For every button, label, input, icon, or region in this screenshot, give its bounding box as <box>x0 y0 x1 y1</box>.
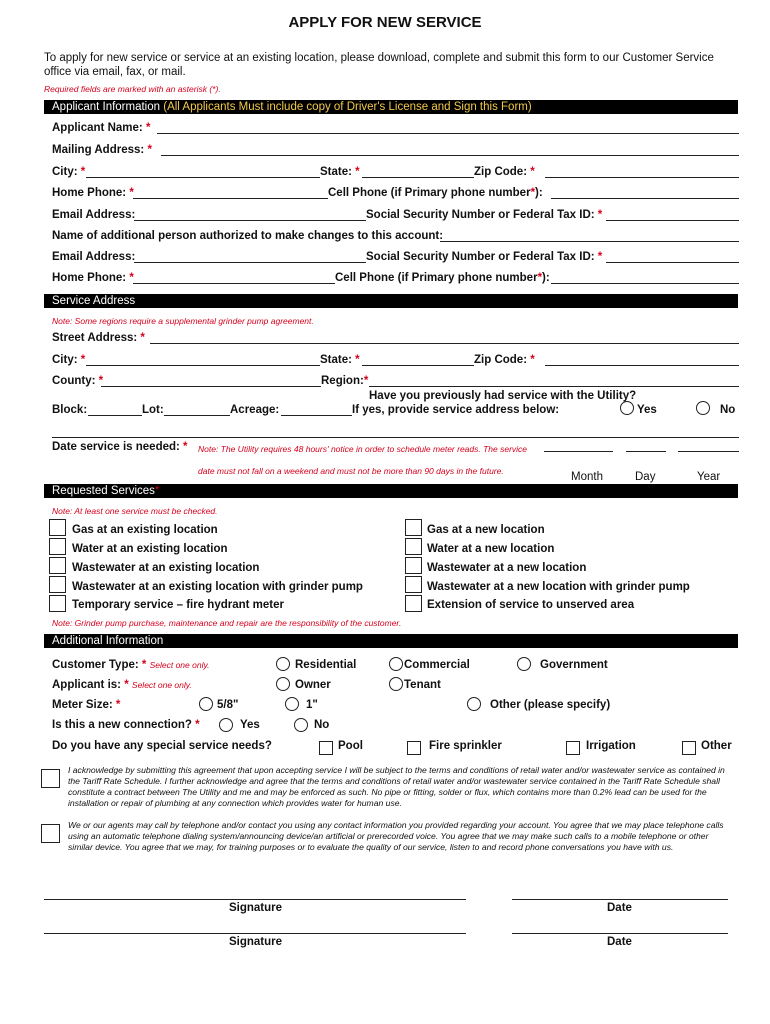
service-left-4: Temporary service – fire hydrant meter <box>72 599 284 611</box>
service-right-3: Wastewater at a new location with grinder pump <box>427 581 690 593</box>
prev-service-yes-label: Yes <box>637 404 657 416</box>
gas-new-checkbox[interactable] <box>405 519 422 536</box>
month-field[interactable] <box>544 451 613 452</box>
previous-address-field[interactable] <box>52 437 739 438</box>
lot-field[interactable] <box>164 415 230 416</box>
wastewater-existing-checkbox[interactable] <box>49 557 66 574</box>
meter-other-radio[interactable] <box>467 697 481 711</box>
region-label: Region:* <box>321 375 369 387</box>
signature-caption-2: Signature <box>229 936 283 948</box>
cell-phone-field[interactable] <box>551 198 739 199</box>
state-field[interactable] <box>362 177 474 178</box>
cell-phone2-label: Cell Phone (if Primary phone number*): <box>335 272 550 284</box>
home-phone2-field[interactable] <box>133 283 335 284</box>
new-connection-no-label: No <box>314 719 330 731</box>
home-phone-label: Home Phone: * <box>52 187 134 199</box>
svc-zip-label: Zip Code: * <box>474 354 535 366</box>
zip-field[interactable] <box>545 177 739 178</box>
applicant-header-label: Applicant Information <box>52 101 161 113</box>
block-label: Block: <box>52 404 88 416</box>
ssn2-label: Social Security Number or Federal Tax ID: * <box>366 251 603 263</box>
day-caption: Day <box>635 471 656 483</box>
mailing-address-field[interactable] <box>161 155 739 156</box>
service-left-3: Wastewater at an existing location with grinder pump <box>72 581 363 593</box>
city-field[interactable] <box>86 177 320 178</box>
date-caption-2: Date <box>607 936 632 948</box>
date-note-1: Note: The Utility requires 48 hours' notice in order to schedule meter reads. The service <box>198 444 528 454</box>
meter-1-radio[interactable] <box>285 697 299 711</box>
government-label: Government <box>540 659 608 671</box>
special-needs-label: Do you have any special service needs? <box>52 740 272 752</box>
prev-service-no-label: No <box>720 404 736 416</box>
grinder-note: Note: Some regions require a supplemental grinder pump agreement. <box>52 316 314 326</box>
applicant-name-label: Applicant Name: * <box>52 122 151 134</box>
mailing-address-label: Mailing Address: * <box>52 144 152 156</box>
svc-state-label: State: * <box>320 354 360 366</box>
county-field[interactable] <box>101 386 321 387</box>
acreage-label: Acreage: <box>230 404 280 416</box>
month-caption: Month <box>571 471 603 483</box>
applicant-is-label: Applicant is: * Select one only. <box>52 679 192 691</box>
home-phone-field[interactable] <box>133 198 328 199</box>
fire-sprinkler-checkbox[interactable] <box>407 741 421 755</box>
meter-1-label: 1" <box>306 699 318 711</box>
wastewater-grinder-existing-checkbox[interactable] <box>49 576 66 593</box>
service-left-2: Wastewater at an existing location <box>72 562 260 574</box>
government-radio[interactable] <box>517 657 531 671</box>
owner-label: Owner <box>295 679 331 691</box>
pool-checkbox[interactable] <box>319 741 333 755</box>
residential-radio[interactable] <box>276 657 290 671</box>
service-right-4: Extension of service to unserved area <box>427 599 635 611</box>
year-caption: Year <box>697 471 721 483</box>
ssn2-field[interactable] <box>606 262 739 263</box>
new-connection-yes-radio[interactable] <box>219 718 233 732</box>
street-field[interactable] <box>150 343 739 344</box>
signature-line-2[interactable] <box>44 933 466 934</box>
service-left-1: Water at an existing location <box>72 543 228 555</box>
additional-person-field[interactable] <box>440 241 739 242</box>
applicant-section-header <box>44 100 738 114</box>
water-new-checkbox[interactable] <box>405 538 422 555</box>
signature-caption-1: Signature <box>229 902 283 914</box>
required-note: Required fields are marked with an asterisk (*). <box>44 84 221 94</box>
signature-line-1[interactable] <box>44 899 466 900</box>
svc-city-field[interactable] <box>86 365 320 366</box>
email-label: Email Address: <box>52 209 136 221</box>
block-field[interactable] <box>88 415 142 416</box>
home-phone2-label: Home Phone: * <box>52 272 134 284</box>
acknowledgement-text: I acknowledge by submitting this agreement that upon accepting service I will be subject to the terms and conditions of retail water and/or wastewater service as contained in the Tariff Rate Schedule. I further acknowledge and agree that the terms and conditions of retail water and/or wastewater service contained in the Tariff Rate Schedule shall constitute a contract between The Utility and me and may be enforced as such. No pipe or fitting, solder or flux, which contains more than 0.2% lead can be used for the installation or repair of plumbing at any connection which provides water for human use. <box>68 765 725 808</box>
zip-label: Zip Code: * <box>474 166 535 178</box>
residential-label: Residential <box>295 659 357 671</box>
service-right-1: Water at a new location <box>427 543 555 555</box>
tenant-label: Tenant <box>404 679 441 691</box>
acknowledge-checkbox[interactable] <box>41 769 60 788</box>
requested-header-label: Requested Services <box>52 485 155 497</box>
contact-consent-checkbox[interactable] <box>41 824 60 843</box>
previous-service-question: Have you previously had service with the Utility? <box>369 390 637 402</box>
svc-state-field[interactable] <box>362 365 474 366</box>
email2-field[interactable] <box>134 262 366 263</box>
temporary-hydrant-checkbox[interactable] <box>49 595 66 612</box>
fire-sprinkler-label: Fire sprinkler <box>429 740 502 752</box>
commercial-radio[interactable] <box>389 657 403 671</box>
county-label: County: * <box>52 375 104 387</box>
new-connection-yes-label: Yes <box>240 719 260 731</box>
extension-service-checkbox[interactable] <box>405 595 422 612</box>
applicant-name-field[interactable] <box>157 133 739 134</box>
svc-zip-field[interactable] <box>545 365 739 366</box>
day-field[interactable] <box>626 451 666 452</box>
wastewater-new-checkbox[interactable] <box>405 557 422 574</box>
email-field[interactable] <box>134 220 366 221</box>
if-yes-label: If yes, provide service address below: <box>352 404 560 416</box>
ssn-label: Social Security Number or Federal Tax ID: * <box>366 209 603 221</box>
date-line-1[interactable] <box>512 899 728 900</box>
region-field[interactable] <box>369 386 739 387</box>
gas-existing-checkbox[interactable] <box>49 519 66 536</box>
owner-radio[interactable] <box>276 677 290 691</box>
intro-text: To apply for new service or service at an existing location, please download, complete and submit this form to our Customer Service office via email, fax, or mail. <box>44 52 714 78</box>
irrigation-label: Irrigation <box>586 740 636 752</box>
meter-size-label: Meter Size: * <box>52 699 121 711</box>
additional-person-label: Name of additional person authorized to make changes to this account: <box>52 230 444 242</box>
commercial-label: Commercial <box>404 659 470 671</box>
date-caption-1: Date <box>607 902 632 914</box>
irrigation-checkbox[interactable] <box>566 741 580 755</box>
requested-note: Note: At least one service must be checked. <box>52 506 218 516</box>
city-label: City: * <box>52 166 86 178</box>
requested-services-header: Requested Services* <box>44 484 738 498</box>
other-needs-label: Other <box>701 740 732 752</box>
customer-type-label: Customer Type: * Select one only. <box>52 659 210 671</box>
acreage-field[interactable] <box>281 415 352 416</box>
pool-label: Pool <box>338 740 363 752</box>
cell-phone-label: Cell Phone (if Primary phone number*): <box>328 187 543 199</box>
new-connection-no-radio[interactable] <box>294 718 308 732</box>
service-address-header: Service Address <box>44 294 738 308</box>
date-note-2: date must not fall on a weekend and must not be more than 90 days in the future. <box>198 466 504 476</box>
lot-label: Lot: <box>142 404 164 416</box>
meter-58-label: 5/8" <box>217 699 239 711</box>
applicant-header-note: (All Applicants Must include copy of Driver's License and Sign this Form) <box>163 101 532 113</box>
email2-label: Email Address: <box>52 251 136 263</box>
service-right-0: Gas at a new location <box>427 524 545 536</box>
street-label: Street Address: * <box>52 332 145 344</box>
cell-phone2-field[interactable] <box>551 283 739 284</box>
service-left-0: Gas at an existing location <box>72 524 218 536</box>
wastewater-grinder-new-checkbox[interactable] <box>405 576 422 593</box>
prev-service-yes-radio[interactable] <box>620 401 634 415</box>
grinder-responsibility-note: Note: Grinder pump purchase, maintenance and repair are the responsibility of the customer. <box>52 618 402 628</box>
meter-58-radio[interactable] <box>199 697 213 711</box>
tenant-radio[interactable] <box>389 677 403 691</box>
state-label: State: * <box>320 166 360 178</box>
other-needs-checkbox[interactable] <box>682 741 696 755</box>
prev-service-no-radio[interactable] <box>696 401 710 415</box>
ssn-field[interactable] <box>606 220 739 221</box>
svc-city-label: City: * <box>52 354 86 366</box>
meter-other-label: Other (please specify) <box>490 699 611 711</box>
contact-consent-text: We or our agents may call by telephone and/or contact you using any contact information you provided regarding your account. You agree that we may place telephone calls using an automatic telephone dialing system/announcing device/an artificial or prerecorded voice. You agree that we may make such calls to a mobile telephone or other similar device. You agree that we may, for training purposes or to evaluate the quality of our service, listen to and record phone conversations you have with us. <box>68 820 724 852</box>
page-title: APPLY FOR NEW SERVICE <box>288 14 482 31</box>
new-connection-label: Is this a new connection? * <box>52 719 200 731</box>
date-line-2[interactable] <box>512 933 728 934</box>
service-right-2: Wastewater at a new location <box>427 562 587 574</box>
water-existing-checkbox[interactable] <box>49 538 66 555</box>
date-needed-label: Date service is needed: * <box>52 441 188 453</box>
additional-info-header: Additional Information <box>44 634 738 648</box>
year-field[interactable] <box>678 451 739 452</box>
